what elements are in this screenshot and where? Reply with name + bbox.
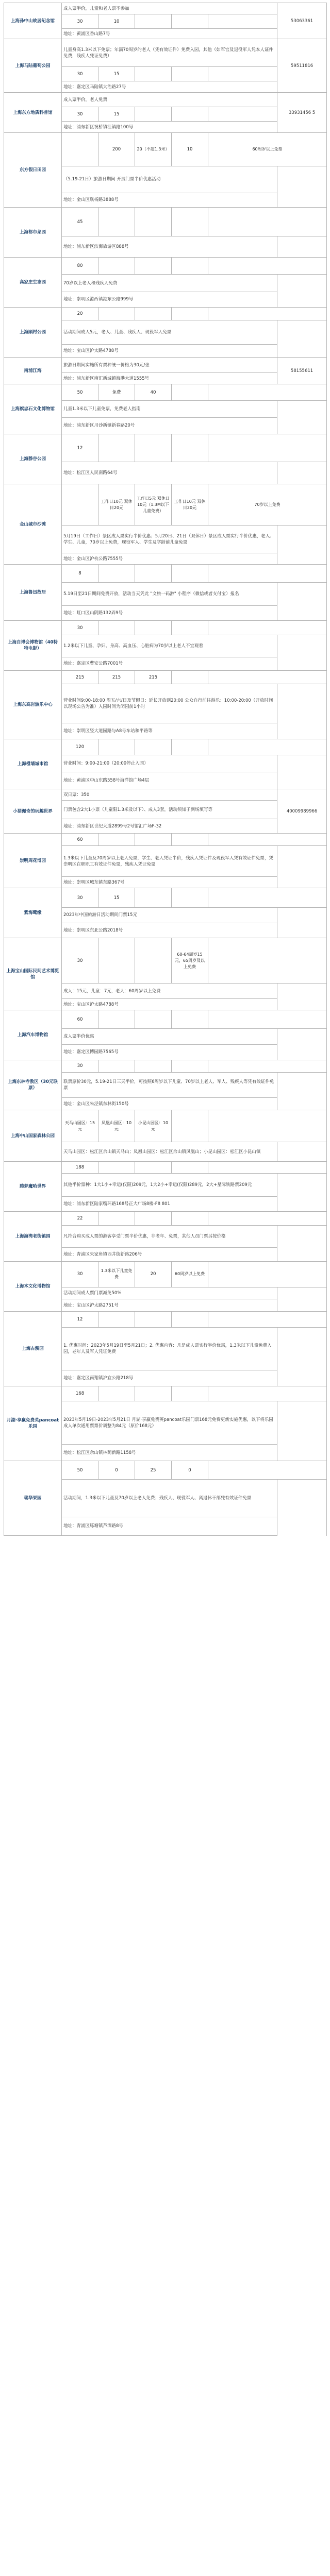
venue-name: 东方假日田园	[4, 133, 62, 208]
venue-name: 瑞华果园	[4, 1461, 62, 1536]
venue-row	[4, 1312, 327, 1328]
venue-row	[4, 671, 327, 684]
venue-detail: 地址：青浦区练塘镇芦潭路8号	[62, 1517, 277, 1535]
price-cell: 215	[135, 671, 172, 684]
venue-name: 上海宝山国际民间艺术博览馆	[4, 938, 62, 1010]
venue-name: 上海汽车博物馆	[4, 1010, 62, 1060]
price-cell: 12	[62, 434, 98, 462]
price-cell	[208, 258, 327, 275]
venue-name: 月湖·享赢免费英pancoat乐园	[4, 1386, 62, 1461]
price-cell	[62, 133, 98, 166]
venue-detail: 地址：浦东新区南汇新城镇海港大道1555号	[62, 373, 277, 384]
price-cell	[135, 258, 172, 275]
price-cell	[208, 1110, 327, 1142]
price-cell: 30	[62, 1262, 98, 1287]
price-cell	[135, 1010, 172, 1029]
venue-detail: 地址：浦东新区滨海旅游区888号	[62, 236, 277, 258]
price-cell: 15	[98, 67, 135, 81]
price-cell: 40	[135, 384, 172, 401]
price-cell	[208, 1386, 327, 1401]
venue-row	[4, 133, 327, 166]
venue-row	[4, 1262, 327, 1287]
venue-detail: 地址：嘉定区博园路7565号	[62, 1044, 277, 1060]
price-cell	[208, 1461, 327, 1480]
venue-name: 上海东方地质科普馆	[4, 93, 62, 133]
venue-row	[4, 938, 327, 984]
price-cell	[208, 834, 327, 846]
price-cell	[172, 208, 208, 236]
venue-detail: 地址：金山区联杨路3888号	[62, 193, 277, 208]
price-cell	[208, 938, 327, 984]
venue-row	[4, 1110, 327, 1142]
venue-name: 上海旗忠石文化博物馆	[4, 384, 62, 434]
venue-detail: 成人票半价，儿童和老人票不参加	[62, 3, 277, 14]
venue-detail: 营业时间9:00-18:00 周五/六/日及节假日：延长开放到20:00 公众自行前往游乐：10:00-20:00（开放时间以现场公告为准）入园时间为闭园前1小时	[62, 684, 277, 723]
price-cell	[208, 739, 327, 755]
venue-row	[4, 258, 327, 275]
price-cell	[208, 67, 327, 81]
price-cell: 215	[98, 671, 135, 684]
price-cell	[98, 739, 135, 755]
price-cell: 80	[62, 258, 98, 275]
venue-detail: 5月19日（工作日）景区成人票实行半价优惠；5月20日、21日（双休日）景区成人票实行半价优惠，老人、学生、儿童，70岁以上免费，现役军人、学生及学龄前儿童免票	[62, 526, 277, 553]
price-cell	[135, 565, 172, 583]
price-cell	[208, 1060, 327, 1073]
venue-detail: 地址：虹口区山阴路132弄9号	[62, 605, 277, 620]
price-cell	[208, 208, 327, 236]
venue-phone: 58155611	[277, 358, 327, 384]
price-cell	[98, 1060, 135, 1073]
price-cell: 30	[62, 67, 98, 81]
price-cell: 0	[98, 1461, 135, 1480]
venue-row	[4, 834, 327, 846]
price-cell	[135, 107, 172, 122]
price-cell	[98, 834, 135, 846]
price-cell: 10	[98, 14, 135, 29]
venue-table	[4, 3, 327, 1536]
price-cell	[135, 888, 172, 908]
price-cell	[208, 1262, 327, 1287]
price-cell: 30	[62, 1060, 98, 1073]
venue-detail: 地址：宝山区沪太路2751号	[62, 1299, 277, 1312]
price-cell: 12	[62, 1312, 98, 1328]
venue-name: 上海鲁迅故居	[4, 565, 62, 621]
price-cell: 70岁以上免费	[208, 484, 327, 526]
price-cell	[172, 14, 208, 29]
venue-detail: 地址：黄浦区中山东路558号海洋馆广场4层	[62, 772, 277, 789]
price-cell	[98, 308, 135, 320]
venue-name: 上海孙中山故居纪念馆	[4, 3, 62, 39]
price-cell	[208, 1312, 327, 1328]
venue-detail: 双日票：350	[62, 789, 277, 801]
price-cell: 60	[62, 1010, 98, 1029]
venue-detail: 地址：崇明区竖大道园路与A8号车站和平路等	[62, 723, 277, 739]
venue-row	[4, 93, 327, 107]
price-cell	[135, 308, 172, 320]
price-cell	[172, 384, 208, 401]
venue-detail: 联票原价30元，5.19-21日三天半价，可按照6周岁以下儿童、70岁以上老人、军人、残疾人等凭有效证件免票	[62, 1072, 277, 1098]
venue-detail: 地址：浦东新区世纪大道2899号2号馆汇广场F-32	[62, 819, 277, 834]
price-cell	[98, 258, 135, 275]
price-cell	[98, 621, 135, 635]
venue-detail: 1.3米以下儿童及70周岁以上老人免票，学生、老人凭证半价，残疾人凭证件及现役军人凭有效证件免票，凭崇明区在职职工有效证件免票，残疾人凭证免票	[62, 846, 277, 877]
price-cell: 188	[62, 1162, 98, 1174]
price-cell: 20（不超1.3米）	[135, 133, 172, 166]
price-cell	[98, 1312, 135, 1328]
venue-row	[4, 565, 327, 583]
price-cell	[172, 671, 208, 684]
price-cell: 60-64周岁15元，65周岁及以上免费	[172, 938, 208, 984]
price-cell: 215	[62, 671, 98, 684]
venue-row	[4, 384, 327, 401]
venue-name: 小猪佩奇的玩趣世界	[4, 789, 62, 834]
venue-detail: 其他半价票种：1大1小+幸运(仅限)209元，1大2小+幸运(仅限)289元，2大+星际铁路票209元	[62, 1173, 277, 1196]
price-cell: 1.3米以下儿童免费	[98, 1262, 135, 1287]
venue-detail: 地址：浦东新区川沙新镇新春路20号	[62, 417, 277, 434]
venue-row	[4, 621, 327, 635]
price-cell	[172, 1060, 208, 1073]
venue-detail: 1.2米以下儿童、孕妇、身高、高血压、心脏病为70岁以上老人不宜观看	[62, 635, 277, 657]
price-cell: 工作日10元 双休日20元	[98, 484, 135, 526]
venue-row	[4, 1386, 327, 1401]
venue-detail: 地址：嘉定区马陆镇大治路27号	[62, 81, 277, 93]
price-cell	[208, 1010, 327, 1029]
venue-row	[4, 1060, 327, 1073]
price-cell	[208, 308, 327, 320]
venue-row	[4, 484, 327, 526]
price-cell: 50	[62, 1461, 98, 1480]
price-cell: 50	[62, 384, 98, 401]
venue-name: 上海橙墙城市馆	[4, 739, 62, 789]
venue-name: 腾梦魔哈世界	[4, 1162, 62, 1212]
price-cell	[98, 1386, 135, 1401]
price-cell	[62, 484, 98, 526]
venue-detail: 营业时间：9:00-21:00（20:00停止入园）	[62, 755, 277, 772]
venue-detail: 儿童1.3米以下儿童免票，免费老人指南	[62, 401, 277, 417]
venue-detail: 天马山园区：松江区佘山镇天马山；凤凰山园区：松江区佘山镇凤凰山；小昆山园区：松江区小昆山镇	[62, 1142, 277, 1162]
price-cell	[208, 1162, 327, 1174]
venue-detail: 活动期间，1.3米以下儿童及70岁以上老人免费；残疾人、现役军人、离退休干部凭有效证件免票	[62, 1480, 277, 1517]
price-cell	[172, 834, 208, 846]
venue-row	[4, 1461, 327, 1480]
venue-row	[4, 39, 327, 67]
venue-row	[4, 888, 327, 908]
venue-phone: 53063361	[277, 3, 327, 39]
venue-name: 上海海湾老街镇园	[4, 1212, 62, 1262]
venue-name: 上海中山国家森林公园	[4, 1110, 62, 1162]
venue-name: 上海东高岩游乐中心	[4, 671, 62, 739]
venue-detail: 活动期间成人票门票减免50%	[62, 1287, 277, 1299]
venue-row	[4, 789, 327, 801]
price-cell: 小昆山园区：10元	[135, 1110, 172, 1142]
venue-detail: 2023年5月19日-2023年5月21日 月湖·享赢免费英pancoat乐园门票168元免费更新实施优惠，以下将乐园成人单次通用票票价调整为84元（原价168元）	[62, 1401, 277, 1445]
venue-name: 上海古漪园	[4, 1312, 62, 1386]
price-cell: 30	[62, 621, 98, 635]
price-cell: 60周岁以上免费	[172, 1262, 208, 1287]
price-cell	[135, 208, 172, 236]
venue-name: 紫海鹭缘	[4, 888, 62, 938]
venue-detail: （5.19-21日）旅游日期间 开展门票半价优惠活动	[62, 166, 277, 193]
venue-row	[4, 358, 327, 373]
price-cell: 120	[62, 739, 98, 755]
price-cell	[208, 434, 327, 462]
venue-detail: 儿童身高1.3米以下免票；年满70周岁的老人（凭有效证件）免费入园，其他（如军官及退役军人凭本人证件免费，残疾人凭证免费）	[62, 39, 277, 67]
price-cell	[135, 834, 172, 846]
venue-detail: 地址：松江区佘山镇林荫新路1158号	[62, 1445, 277, 1461]
venue-name: 南浦江海	[4, 358, 62, 384]
price-cell: 30	[62, 938, 98, 984]
venue-detail: 成人票半价优惠	[62, 1029, 277, 1044]
price-cell: 10	[172, 133, 208, 166]
price-cell: 60	[62, 834, 98, 846]
price-cell	[135, 434, 172, 462]
venue-detail: 地址：金山区沪杭公路7555号	[62, 553, 277, 565]
price-cell: 8	[62, 565, 98, 583]
price-cell	[172, 434, 208, 462]
venue-detail: 5.19日至21日期间免费开放，活动当天凭此 "文旅一码游" 小程序（微信或者支付宝）报名	[62, 583, 277, 605]
price-cell	[208, 565, 327, 583]
price-cell	[98, 1010, 135, 1029]
price-cell	[135, 14, 172, 29]
price-cell: 凤凰山园区：10元	[98, 1110, 135, 1142]
price-cell	[98, 434, 135, 462]
venue-name: 崇明周花博园	[4, 834, 62, 888]
price-cell	[208, 888, 327, 908]
venue-detail: 凡符合购买成人票的游客享受门票半价优惠，非老年、免票，其他人员门票另按价格	[62, 1225, 277, 1247]
venue-name: 上海本文化博物馆	[4, 1262, 62, 1312]
price-cell	[172, 1162, 208, 1174]
price-cell: 30	[62, 888, 98, 908]
price-cell	[135, 1162, 172, 1174]
price-cell	[98, 938, 135, 984]
venue-row	[4, 1010, 327, 1029]
venue-name: 金山城市沙滩	[4, 484, 62, 565]
venue-detail: 地址：青浦区朱家角镇西井街新路206号	[62, 1248, 277, 1262]
venue-name: 上海自博会博物馆（40特特电影）	[4, 621, 62, 671]
price-cell	[172, 565, 208, 583]
venue-name: 上海静谷公园	[4, 434, 62, 484]
venue-phone: 59511816	[277, 39, 327, 93]
venue-row	[4, 739, 327, 755]
price-cell	[208, 384, 327, 401]
price-cell	[172, 1212, 208, 1226]
venue-detail: 地址：黄浦区香山路7号	[62, 29, 277, 39]
price-cell	[135, 1060, 172, 1073]
venue-detail: 2023年中国旅游日活动期间门票15元	[62, 908, 277, 923]
venue-detail: 地址：崇明区城东镇东路367号	[62, 877, 277, 888]
venue-name: 上海东林寺教区（30元联票）	[4, 1060, 62, 1110]
price-cell	[172, 621, 208, 635]
price-cell	[172, 258, 208, 275]
venue-detail: 地址：宝山区沪太路4788号	[62, 999, 277, 1010]
venue-detail: 70岁以上老人和残疾人免费	[62, 275, 277, 292]
price-cell	[135, 1312, 172, 1328]
venue-row	[4, 434, 327, 462]
venue-detail: 成人票半价，老人免票	[62, 93, 277, 107]
price-cell: 22	[62, 1212, 98, 1226]
price-cell: 30	[62, 14, 98, 29]
price-cell	[172, 1110, 208, 1142]
venue-detail: 地址：嘉定区南翔镇沪宜公路218号	[62, 1370, 277, 1386]
price-cell	[208, 1212, 327, 1226]
price-cell	[98, 1212, 135, 1226]
price-cell	[172, 739, 208, 755]
price-cell	[98, 565, 135, 583]
price-cell	[172, 308, 208, 320]
venue-name: 上海都市菜园	[4, 208, 62, 258]
price-cell	[172, 888, 208, 908]
venue-detail: 门票包含2大1小票（儿童限1.3米及以下）、成人3套，活动须知于到场填写等	[62, 801, 277, 819]
price-cell: 15	[98, 107, 135, 122]
price-cell	[135, 739, 172, 755]
price-cell: 工作日5元 双休日10元（1.3M以下儿童免费）	[135, 484, 172, 526]
venue-phone: 40009989966	[277, 789, 327, 834]
price-cell: 30	[62, 107, 98, 122]
venue-detail: 1. 优惠时间：2023年5月19日至5月21日；2. 优惠内容：凡是成人票实行半价优惠，1.3米以下儿童免费入园，老年人及军人凭证免费	[62, 1328, 277, 1370]
price-cell: 45	[62, 208, 98, 236]
venue-detail: 地址：崇明区东北公路2018号	[62, 923, 277, 938]
venue-row	[4, 3, 327, 14]
price-cell: 15	[98, 888, 135, 908]
venue-row	[4, 308, 327, 320]
venue-detail: 地址：崇明区港西镇港东公路999号	[62, 292, 277, 307]
price-cell: 天马山园区：15元	[62, 1110, 98, 1142]
price-cell: 工作日10元 双休日20元	[172, 484, 208, 526]
venue-detail: 旅游日期间实施所有票种统一价格为30元/张	[62, 358, 277, 373]
price-cell	[172, 1010, 208, 1029]
venue-phone: 33931456 5	[277, 93, 327, 133]
venue-detail: 地址：浦东新区陆家嘴环路168号正大广场8楼-F8 801	[62, 1196, 277, 1211]
price-cell: 免费	[98, 384, 135, 401]
price-cell	[208, 671, 327, 684]
price-cell: 168	[62, 1386, 98, 1401]
price-cell	[172, 67, 208, 81]
venue-detail: 地址：嘉定区曹安公路7001号	[62, 657, 277, 670]
venue-detail: 活动期间成人5元，老人、儿童、残疾人、现役军人免票	[62, 320, 277, 344]
venue-detail: 地址：浦东新区祝桥镇江镇路100号	[62, 122, 277, 133]
price-cell	[172, 1386, 208, 1401]
venue-detail: 地址：松江区人民南路64号	[62, 462, 277, 484]
venue-row	[4, 208, 327, 236]
price-cell	[98, 1162, 135, 1174]
price-cell: 20	[135, 1262, 172, 1287]
price-cell	[135, 67, 172, 81]
price-cell	[135, 621, 172, 635]
price-cell	[208, 621, 327, 635]
venue-row	[4, 1212, 327, 1226]
price-cell	[172, 1312, 208, 1328]
price-cell: 60周岁以上免票	[208, 133, 327, 166]
price-cell: 20	[62, 308, 98, 320]
venue-detail: 地址：金山区朱泾镇东林街150号	[62, 1098, 277, 1110]
price-cell: 200	[98, 133, 135, 166]
price-cell	[135, 938, 172, 984]
venue-detail: 地址：宝山区沪太路4788号	[62, 345, 277, 358]
venue-name: 上海马陆葡萄公园	[4, 39, 62, 93]
price-cell	[135, 1212, 172, 1226]
venue-table-body	[4, 3, 327, 1536]
venue-row	[4, 1162, 327, 1174]
price-cell	[135, 1386, 172, 1401]
venue-name: 高家庄生态园	[4, 258, 62, 308]
price-cell	[172, 107, 208, 122]
price-cell: 25	[135, 1461, 172, 1480]
price-cell	[98, 208, 135, 236]
venue-detail: 成人：15元，儿童：7元，老人：60周岁以上免费	[62, 984, 277, 999]
venue-name: 上海顾村公园	[4, 308, 62, 358]
price-cell: 0	[172, 1461, 208, 1480]
